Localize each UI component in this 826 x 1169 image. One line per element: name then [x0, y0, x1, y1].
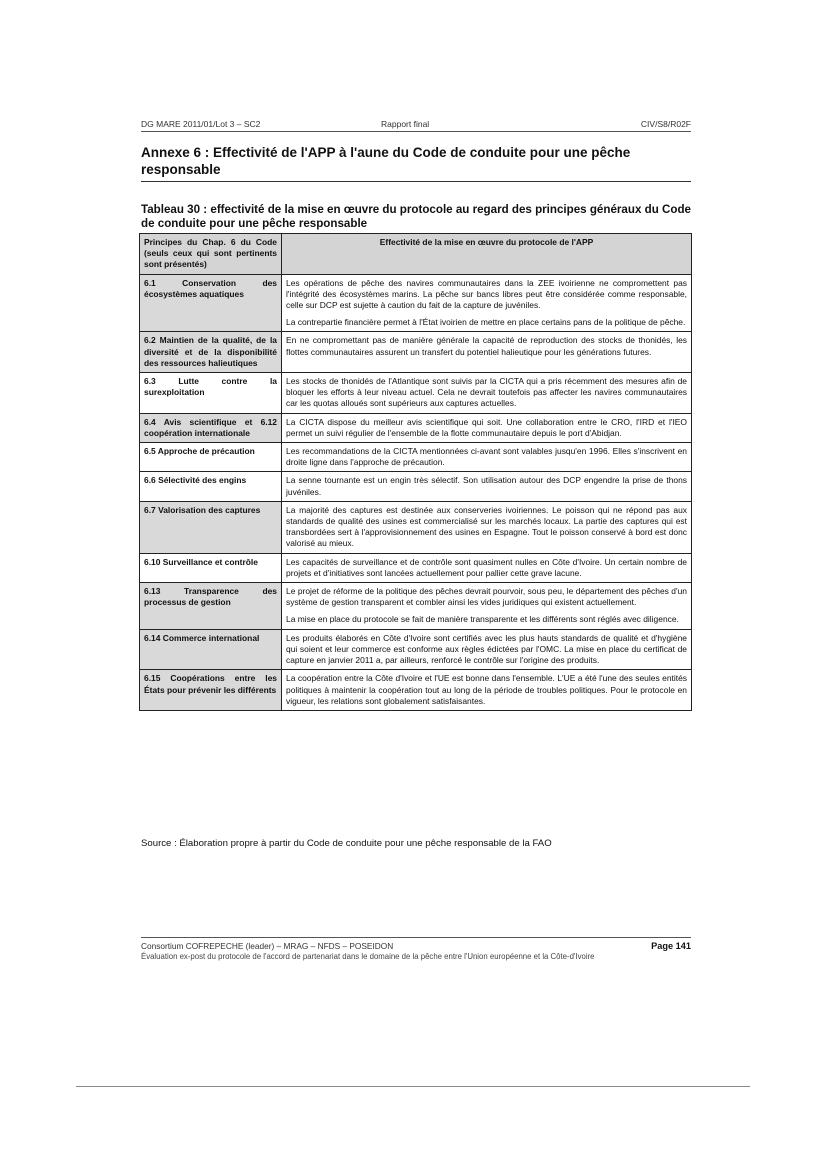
table-row — [140, 332, 692, 373]
header-center: Rapport final — [381, 119, 430, 129]
source-note: Source : Élaboration propre à partir du Code de conduite pour une pêche responsable de la FAO — [141, 838, 552, 849]
effectiveness-paragraph: La coopération entre la Côte d'Ivoire et l'UE est bonne dans l'ensemble. L'UE a été l'une des seules entités politiques à maintenir la coopération tout au long de la période de troubles politiques. Pour le protocole en vigueur, les relations sont globalement satisfaisantes. — [286, 673, 687, 706]
effectiveness-paragraph: Les capacités de surveillance et de contrôle sont quasiment nulles en Côte d'Ivoire. Un certain nombre de projets et d'initiatives sont lancées actuellement pour pallier cette grave lacune. — [286, 556, 687, 578]
effectiveness-cell — [282, 670, 692, 711]
effectiveness-paragraph: Les produits élaborés en Côte d'Ivoire sont certifiés avec les plus hauts standards de qualité et d'hygiène qui soient et leur commerce est conforme aux règles édictées par l'OMC. La mise en place du certificat de capture en janvier 2011 a, par ailleurs, renforcé le contrôle sur l'origine des produits. — [286, 632, 687, 666]
effectiveness-cell — [282, 583, 692, 630]
effectiveness-paragraph: Les stocks de thonidés de l'Atlantique sont suivis par la CICTA qui a pris récemment des mesures afin de bloquer les efforts à leur niveau actuel. Cela ne devrait toutefois pas affecter les navires communautaires car les quotas alloués sont supérieurs aux captures actuelles. — [286, 376, 687, 409]
effectiveness-paragraph: Les opérations de pêche des navires communautaires dans la ZEE ivoirienne ne compromettent pas l'intégrité des écosystèmes marins. La pêche sur bancs libres peut être considérée comme responsable, celle sur DCP est sujette à caution du fait de la capture de juvéniles. — [286, 277, 687, 311]
header-left: DG MARE 2011/01/Lot 3 – SC2 — [141, 119, 261, 129]
header-principles: Principes du Chap. 6 du Code (seuls ceux qui sont pertinents sont présentés) — [140, 234, 282, 275]
effectiveness-paragraph: La mise en place du protocole se fait de manière transparente et les différents sont réglés avec diligence. — [286, 614, 679, 625]
principle-cell: 6.3 Lutte contre la surexploitation — [140, 373, 282, 414]
effectiveness-cell — [282, 373, 692, 414]
table-row — [140, 274, 692, 332]
table-row — [140, 583, 692, 630]
table-row — [140, 670, 692, 711]
table-row — [140, 629, 692, 670]
effectiveness-cell — [282, 629, 692, 670]
principle-cell: 6.14 Commerce international — [140, 629, 282, 670]
page-number: Page 141 — [651, 941, 691, 951]
principle-cell: 6.13 Transparence des processus de gestion — [140, 583, 282, 630]
effectiveness-cell — [282, 274, 692, 332]
effectiveness-cell — [282, 443, 692, 472]
effectiveness-paragraph: La contrepartie financière permet à l'État ivoirien de mettre en place certains pans de la politique de pêche. — [286, 317, 686, 328]
principle-cell: 6.2 Maintien de la qualité, de la diversité et de la disponibilité des ressources halieutiques — [140, 332, 282, 373]
effectiveness-cell — [282, 413, 692, 442]
effectiveness-cell — [282, 332, 692, 373]
table-row — [140, 373, 692, 414]
effectiveness-paragraph: La CICTA dispose du meilleur avis scientifique qui soit. Une collaboration entre le CRO, l'IRD et l'IEO permet un suivi régulier de l'ensemble de la flotte communautaire depuis le port d'Abidjan. — [286, 416, 687, 438]
principle-cell: 6.5 Approche de précaution — [140, 443, 282, 472]
effectiveness-cell — [282, 472, 692, 501]
principle-cell: 6.4 Avis scientifique et 6.12 coopération internationale — [140, 413, 282, 442]
footer-consortium: Consortium COFREPECHE (leader) – MRAG – NFDS – POSEIDON — [141, 941, 394, 951]
header-effectiveness: Effectivité de la mise en œuvre du protocole de l'APP — [282, 234, 692, 275]
annex-title: Annexe 6 : Effectivité de l'APP à l'aune du Code de conduite pour une pêche responsable — [141, 144, 691, 182]
table-row — [140, 443, 692, 472]
principle-cell: 6.6 Sélectivité des engins — [140, 472, 282, 501]
table-header-row — [140, 234, 692, 275]
principle-cell: 6.7 Valorisation des captures — [140, 501, 282, 553]
effectiveness-paragraph: Le projet de réforme de la politique des pêches devrait pourvoir, sous peu, le département des pêches d'un système de gestion transparent et combler ainsi les vides juridiques qui existent actuellement. — [286, 586, 687, 608]
page-footer — [141, 937, 691, 961]
bottom-divider — [76, 1086, 750, 1087]
effectiveness-cell — [282, 553, 692, 582]
table-row — [140, 413, 692, 442]
table-row — [140, 472, 692, 501]
effectiveness-paragraph: Les recommandations de la CICTA mentionnées ci-avant sont valables jusqu'en 1996. Elles s'inscrivent en droite ligne dans l'approche de précaution. — [286, 446, 687, 468]
principle-cell: 6.10 Surveillance et contrôle — [140, 553, 282, 582]
footer-subtitle: Évaluation ex-post du protocole de l'accord de partenariat dans le domaine de la pêche entre l'Union européenne et la Côte-d'Ivoire — [141, 952, 595, 961]
principle-cell: 6.15 Coopérations entre les États pour prévenir les différents — [140, 670, 282, 711]
effectiveness-paragraph: La majorité des captures est destinée aux conserveries ivoiriennes. Le poisson qui ne répond pas aux standards de qualité des usines est commercialisé sur les marchés locaux. La partie des captures qui est transbordées sert à l'approvisionnement des usines en Espagne. Tout le poisson conservé à bord est donc valorisé au mieux. — [286, 504, 687, 549]
header-right: CIV/S8/R02F — [640, 119, 691, 129]
principle-cell: 6.1 Conservation des écosystèmes aquatiques — [140, 274, 282, 332]
running-header — [141, 117, 691, 132]
effectiveness-paragraph: La senne tournante est un engin très sélectif. Son utilisation autour des DCP engendre la prise de thons juvéniles. — [286, 475, 687, 497]
table-row — [140, 501, 692, 553]
effectiveness-table — [139, 233, 692, 711]
effectiveness-paragraph: En ne compromettant pas de manière générale la capacité de reproduction des stocks de thonidés, les flottes communautaires assurent un transfert du potentiel halieutique pour les générations futures. — [286, 335, 687, 357]
table-caption: Tableau 30 : effectivité de la mise en œuvre du protocole au regard des principes généraux du Code de conduite pour une pêche responsable — [141, 203, 691, 230]
table-row — [140, 553, 692, 582]
effectiveness-cell — [282, 501, 692, 553]
